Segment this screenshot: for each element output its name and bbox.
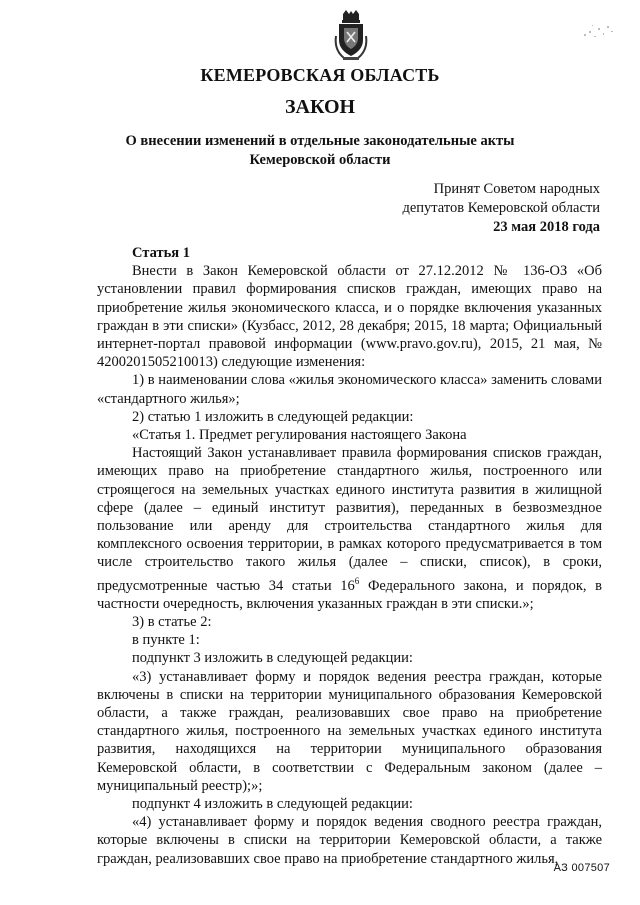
document-type-title: ЗАКОН bbox=[284, 96, 356, 118]
region-title: КЕМЕРОВСКАЯ ОБЛАСТЬ bbox=[200, 65, 440, 85]
coat-of-arms-emblem bbox=[334, 10, 368, 62]
subtitle-line-1: О внесении изменений в отдельные законодательные акты bbox=[125, 133, 515, 149]
scan-artifact bbox=[580, 22, 618, 44]
paragraph: 2) статью 1 изложить в следующей редакции: bbox=[132, 408, 414, 425]
adoption-line-1: Принят Советом народных bbox=[433, 181, 600, 197]
paragraph: подпункт 4 изложить в следующей редакции: bbox=[132, 795, 413, 812]
article-heading: Статья 1 bbox=[132, 245, 190, 261]
paragraph: подпункт 3 изложить в следующей редакции: bbox=[132, 650, 413, 667]
paragraph-text: Настоящий Закон устанавливает правила формирования списков граждан, имеющих право на приобретение стандартного жилья, построенного или строящегося на земельных участках единого института развития в жилищной сфере (далее – единый институт развития), переданных в безвозмездное пользование или аренду для строительства стандартного жилья для комплексного освоения территории, в рамках которого предусматривается в том числе строительство такого жилья (далее – списки, список), в сроки, предусмотренные частью 34 статьи 16 bbox=[97, 445, 602, 594]
paragraph: «3) устанавливает форму и порядок ведения реестра граждан, которые включены в списки на территории муниципального образования Кемеровской области, а также граждан, реализовавших свое право на приобретение стандартного жилья, построенного на земельных участках единого института развития, находящихся на территории муниципального образования Кемеровской области, в соответствии с Федеральным законом (далее – муниципальный реестр);»; bbox=[97, 668, 602, 794]
paragraph: Внести в Закон Кемеровской области от 27.12.2012 № 136-ОЗ «Об установлении правил формирования списков граждан, имеющих право на приобретение жилья экономического класса, и о порядке включения указанных граждан в эти списки» (Кузбасс, 2012, 28 декабря; 2015, 18 марта; Официальный интернет-портал правовой информации (www.pravo.gov.ru), 2015, 21 мая, № 4200201505210013) следующие изменения: bbox=[97, 263, 602, 371]
superscript: 6 bbox=[354, 575, 360, 586]
paragraph: 1) в наименовании слова «жилья экономического класса» заменить словами «стандартного жилья»; bbox=[97, 372, 602, 407]
paragraph-text: Федерального закона, и порядок, в частности очередность, включения указанных граждан в эти списки.»; bbox=[97, 577, 603, 612]
serial-number: АЗ 007507 bbox=[553, 862, 610, 874]
document-body bbox=[97, 244, 602, 868]
document-subtitle bbox=[120, 132, 520, 170]
paragraph: «4) устанавливает форму и порядок ведения сводного реестра граждан, которые включены в списки на территории Кемеровской области, а также граждан, реализовавших свое право на приобретение стандартного жилья, bbox=[97, 814, 602, 867]
subtitle-line-2: Кемеровской области bbox=[249, 152, 391, 168]
paragraph: 3) в статье 2: bbox=[132, 613, 212, 630]
adoption-date: 23 мая 2018 года bbox=[493, 219, 600, 235]
paragraph: «Статья 1. Предмет регулирования настоящего Закона bbox=[132, 427, 467, 444]
adoption-line-2: депутатов Кемеровской области bbox=[402, 200, 600, 216]
adoption-block bbox=[402, 180, 600, 237]
paragraph: в пункте 1: bbox=[132, 632, 200, 649]
paragraph bbox=[97, 444, 602, 613]
